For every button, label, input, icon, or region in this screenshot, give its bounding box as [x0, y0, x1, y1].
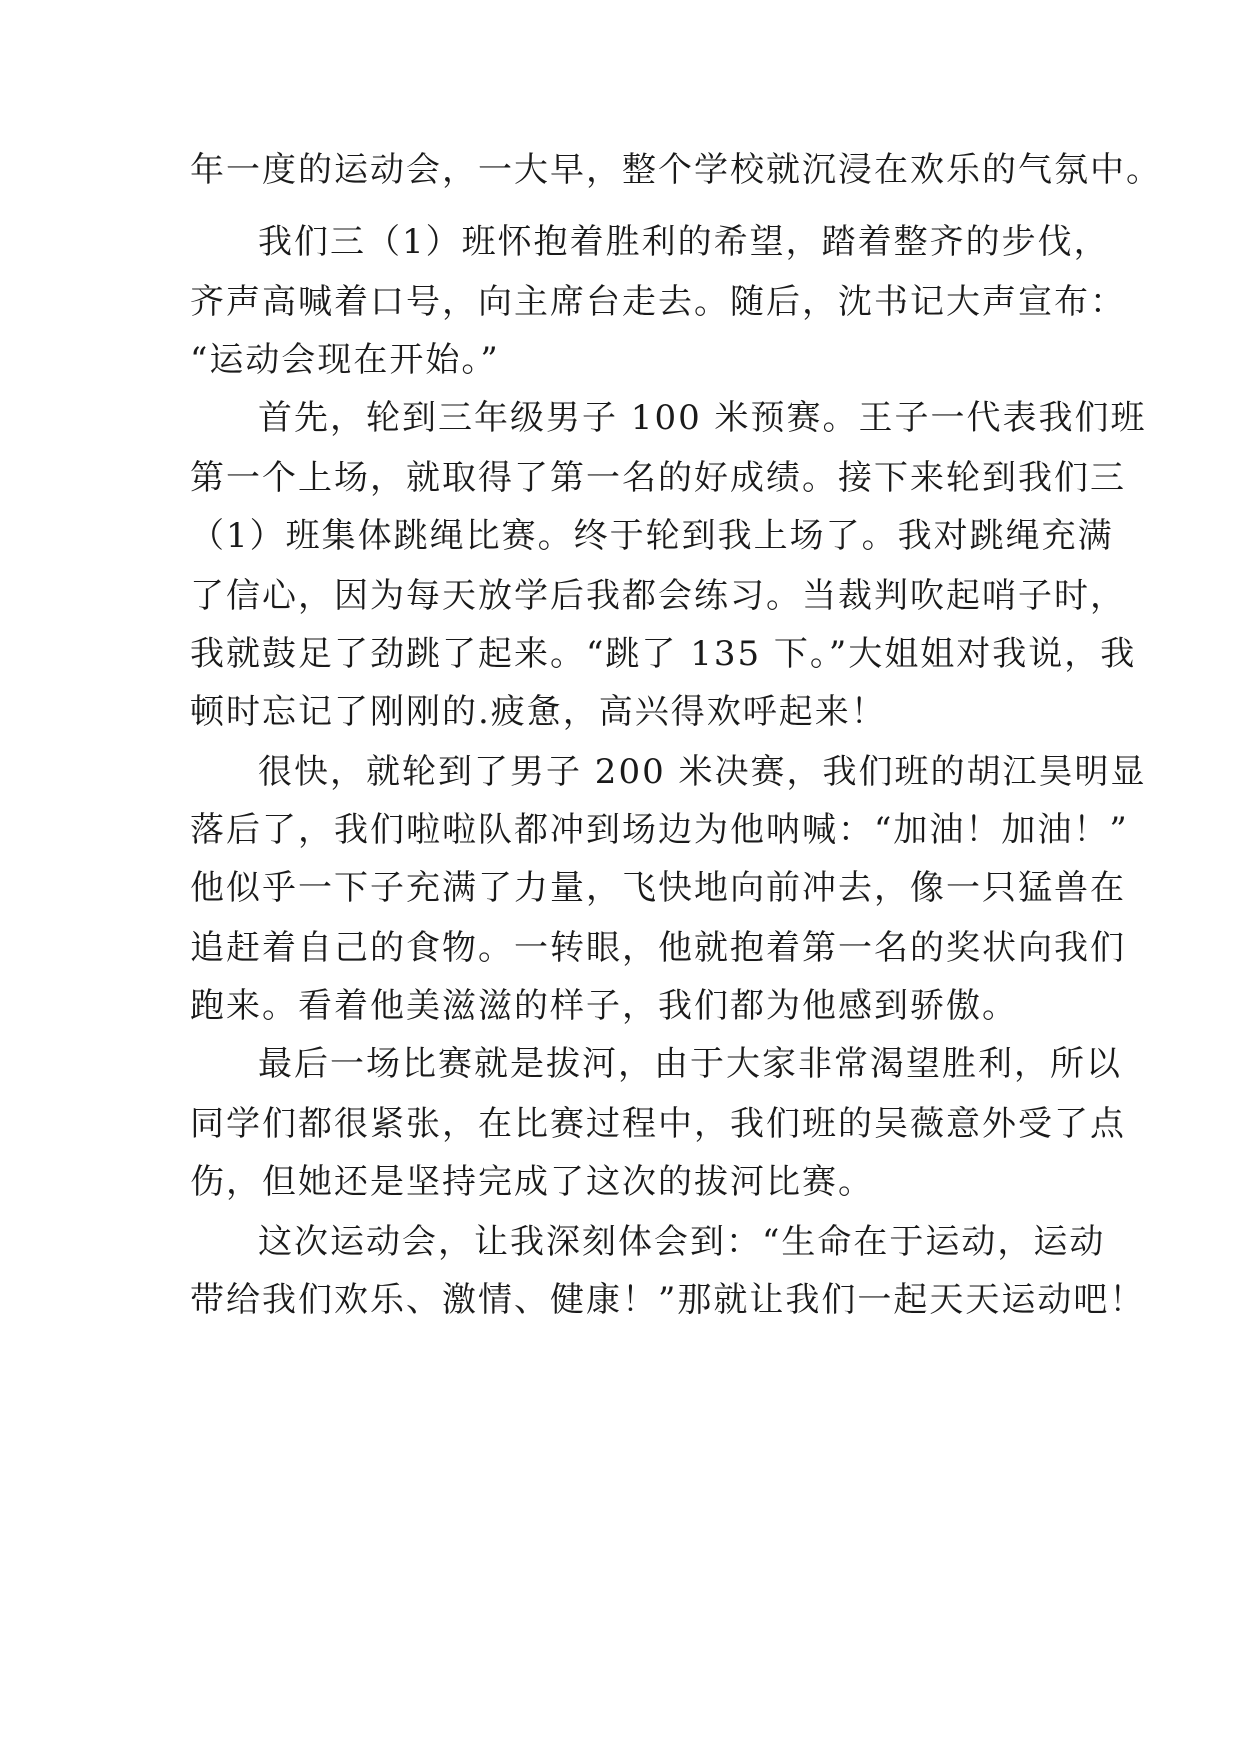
text-line: 跑来。看着他美滋滋的样子，我们都为他感到骄傲。 — [190, 986, 1018, 1026]
text-line: （1）班集体跳绳比赛。终于轮到我上场了。我对跳绳充满 — [190, 516, 1114, 556]
text-line: 齐声高喊着口号，向主席台走去。随后，沈书记大声宣布： — [190, 282, 1126, 322]
text-line: 同学们都很紧张，在比赛过程中，我们班的吴薇意外受了点 — [190, 1104, 1126, 1144]
text-line: 第一个上场，就取得了第一名的好成绩。接下来轮到我们三 — [190, 458, 1126, 498]
text-line: 落后了，我们啦啦队都冲到场边为他呐喊：“加油！加油！” — [190, 810, 1129, 850]
text-line: 他似乎一下子充满了力量，飞快地向前冲去，像一只猛兽在 — [190, 868, 1126, 908]
text-line: 首先，轮到三年级男子 100 米预赛。王子一代表我们班 — [258, 398, 1147, 438]
text-line: 很快，就轮到了男子 200 米决赛，我们班的胡江昊明显 — [258, 752, 1147, 792]
text-line: 追赶着自己的食物。一转眼，他就抱着第一名的奖状向我们 — [190, 928, 1126, 968]
text-line: 了信心，因为每天放学后我都会练习。当裁判吹起哨子时， — [190, 576, 1126, 616]
text-line: 顿时忘记了刚刚的.疲惫，高兴得欢呼起来！ — [190, 692, 887, 732]
text-line: 最后一场比赛就是拔河，由于大家非常渴望胜利，所以 — [258, 1044, 1122, 1084]
text-line: 伤，但她还是坚持完成了这次的拔河比赛。 — [190, 1162, 874, 1202]
text-line: 我们三（1）班怀抱着胜利的希望，踏着整齐的步伐， — [258, 222, 1110, 262]
text-line: 我就鼓足了劲跳了起来。“跳了 135 下。”大姐姐对我说，我 — [190, 634, 1137, 674]
text-line: 带给我们欢乐、激情、健康！”那就让我们一起天天运动吧！ — [190, 1280, 1146, 1320]
text-line: “运动会现在开始。” — [190, 340, 500, 380]
text-line: 这次运动会，让我深刻体会到：“生命在于运动，运动 — [258, 1222, 1106, 1262]
text-line: 年一度的运动会，一大早，整个学校就沉浸在欢乐的气氛中。 — [190, 150, 1162, 190]
